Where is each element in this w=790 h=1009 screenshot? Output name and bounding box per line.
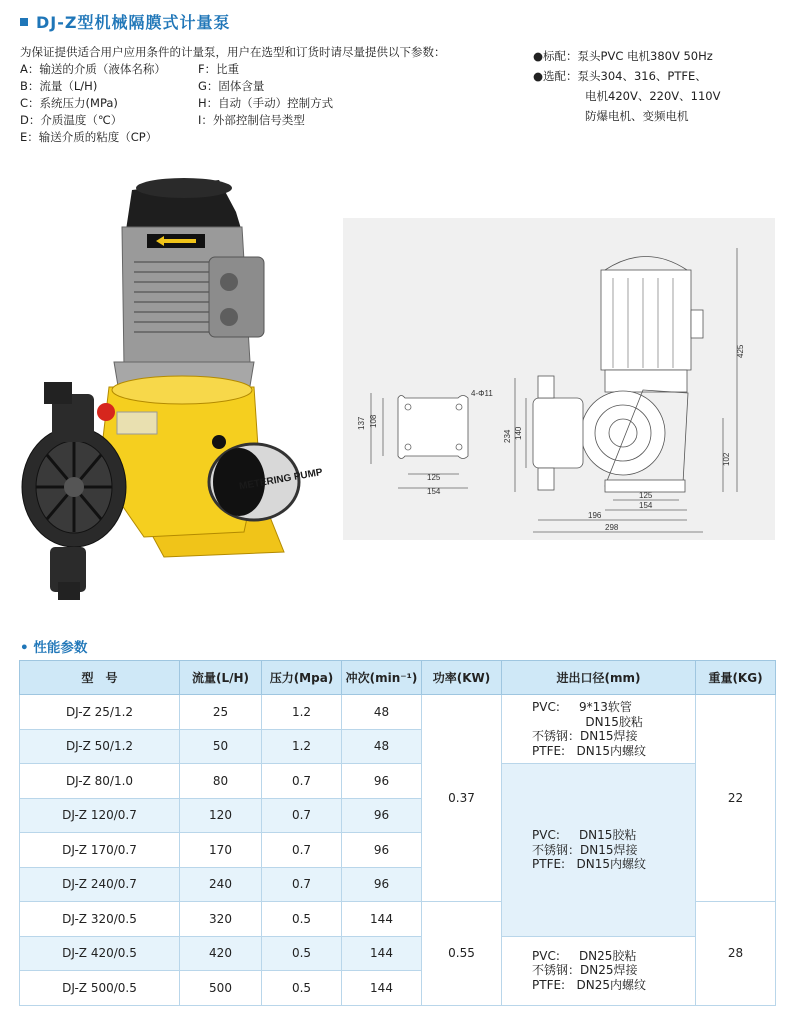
page-title: DJ-Z型机械隔膜式计量泵 [36, 13, 231, 32]
pressure-cell: 1.2 [262, 729, 342, 764]
dim-label: 102 [722, 452, 731, 466]
dim-label: 196 [588, 511, 602, 520]
dim-label: 125 [639, 491, 653, 500]
port-line: PVC: DN15胶粘 [532, 828, 637, 842]
pressure-cell: 0.7 [262, 867, 342, 902]
port-line: 不锈钢：DN15焊接 [532, 842, 638, 857]
weight-cell: 22 [696, 695, 776, 902]
port-line: DN15胶粘 [532, 714, 643, 729]
model-cell: DJ-Z 170/0.7 [20, 833, 180, 868]
param-list [20, 61, 380, 146]
model-cell: DJ-Z 320/0.5 [20, 902, 180, 937]
pressure-cell: 0.5 [262, 971, 342, 1006]
col-header: 重量(KG) [696, 661, 776, 695]
flow-cell: 50 [180, 729, 262, 764]
flow-cell: 320 [180, 902, 262, 937]
standard-note: ●标配：泵头PVC 电机380V 50Hz [533, 49, 713, 63]
param-item: A：输送的介质（液体名称） [20, 62, 166, 76]
model-cell: DJ-Z 420/0.5 [20, 936, 180, 971]
model-cell: DJ-Z 500/0.5 [20, 971, 180, 1006]
dim-label: 425 [736, 344, 745, 358]
port-line: PVC: 9*13软管 [532, 700, 632, 714]
flow-cell: 25 [180, 695, 262, 730]
pressure-cell: 0.5 [262, 902, 342, 937]
param-item: G：固体含量 [198, 79, 265, 93]
pressure-cell: 0.7 [262, 833, 342, 868]
dimension-drawing [343, 218, 775, 540]
table-header-row [20, 661, 776, 695]
flow-cell: 80 [180, 764, 262, 799]
port-cell [502, 936, 696, 1005]
dim-label: 140 [514, 426, 523, 440]
stroke-cell: 96 [342, 867, 422, 902]
performance-table [19, 660, 776, 1006]
flow-cell: 120 [180, 798, 262, 833]
power-cell: 0.55 [422, 902, 502, 1006]
pressure-cell: 0.7 [262, 798, 342, 833]
port-cell [502, 695, 696, 764]
stroke-cell: 144 [342, 971, 422, 1006]
table-row [20, 764, 776, 799]
optional-note: ●选配：泵头304、316、PTFE、 [533, 69, 707, 83]
dim-label: 154 [639, 501, 653, 510]
col-header: 进出口径(mm) [502, 661, 696, 695]
model-cell: DJ-Z 25/1.2 [20, 695, 180, 730]
dim-label: 298 [605, 523, 619, 532]
flow-cell: 420 [180, 936, 262, 971]
title-square-icon [20, 18, 28, 26]
dim-label: 4-Φ11 [471, 389, 493, 398]
optional-note-2: 电机420V、220V、110V [585, 89, 721, 103]
col-header: 流量(L/H) [180, 661, 262, 695]
flow-cell: 170 [180, 833, 262, 868]
model-cell: DJ-Z 240/0.7 [20, 867, 180, 902]
dim-label: 125 [427, 473, 441, 482]
stroke-cell: 144 [342, 936, 422, 971]
optional-note-3: 防爆电机、变频电机 [585, 109, 689, 123]
col-header: 功率(KW) [422, 661, 502, 695]
dim-label: 234 [503, 429, 512, 443]
stroke-cell: 48 [342, 695, 422, 730]
dim-label: 137 [357, 416, 366, 430]
model-cell: DJ-Z 120/0.7 [20, 798, 180, 833]
param-item: F：比重 [198, 62, 240, 76]
table-row [20, 695, 776, 730]
port-line: PVC: DN25胶粘 [532, 948, 637, 963]
intro-text: 为保证提供适合用户应用条件的计量泵，用户在选型和订货时请尽量提供以下参数： [20, 45, 446, 59]
stroke-cell: 96 [342, 833, 422, 868]
stroke-cell: 48 [342, 729, 422, 764]
stroke-cell: 96 [342, 798, 422, 833]
param-item: B：流量（L/H) [20, 79, 98, 93]
param-item: C：系统压力(MPa) [20, 96, 118, 110]
port-line: PTFE: DN15内螺纹 [532, 857, 647, 871]
dim-label: 154 [427, 487, 441, 496]
model-cell: DJ-Z 80/1.0 [20, 764, 180, 799]
perf-section-title: • 性能参数 [20, 640, 88, 656]
port-line: PTFE: DN25内螺纹 [532, 977, 647, 992]
param-item: E：输送介质的粘度（CP） [20, 130, 158, 144]
dim-label: 108 [369, 414, 378, 428]
col-header: 冲次(min⁻¹) [342, 661, 422, 695]
stroke-cell: 96 [342, 764, 422, 799]
weight-cell: 28 [696, 902, 776, 1006]
param-item: H：自动（手动）控制方式 [198, 96, 334, 110]
port-line: 不锈钢：DN15焊接 [532, 729, 638, 743]
pressure-cell: 1.2 [262, 695, 342, 730]
flow-cell: 240 [180, 867, 262, 902]
pump-photo [14, 172, 324, 602]
port-line: 不锈钢：DN25焊接 [532, 963, 638, 978]
pump-label: METERING PUMP [238, 467, 324, 493]
port-line: PTFE: DN15内螺纹 [532, 743, 647, 758]
config-notes [533, 46, 720, 126]
param-item: D：介质温度（℃） [20, 113, 123, 127]
flow-cell: 500 [180, 971, 262, 1006]
port-cell [502, 764, 696, 937]
title-bar [20, 10, 230, 33]
param-item: I：外部控制信号类型 [198, 113, 305, 127]
power-cell: 0.37 [422, 695, 502, 902]
table-row [20, 936, 776, 971]
stroke-cell: 144 [342, 902, 422, 937]
col-header: 压力(Mpa) [262, 661, 342, 695]
pressure-cell: 0.5 [262, 936, 342, 971]
pressure-cell: 0.7 [262, 764, 342, 799]
model-cell: DJ-Z 50/1.2 [20, 729, 180, 764]
col-header: 型 号 [20, 661, 180, 695]
